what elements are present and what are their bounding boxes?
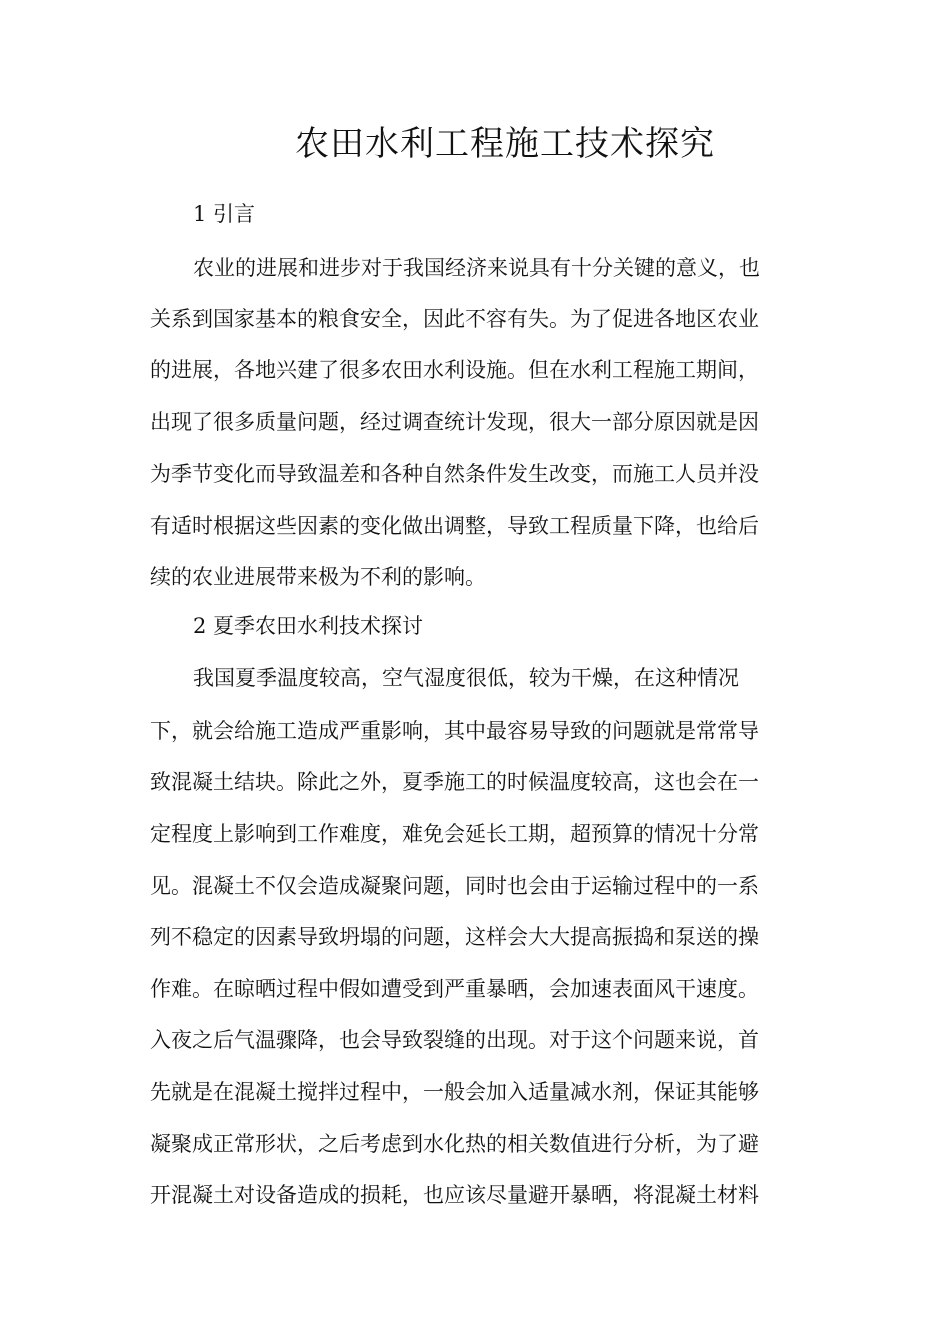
- paragraph-line: 列不稳定的因素导致坍塌的问题，这样会大大提高振捣和泵送的操: [150, 925, 759, 949]
- section-1-heading: 1 引言: [193, 202, 256, 226]
- paragraph-line: 开混凝土对设备造成的损耗，也应该尽量避开暴晒，将混凝土材料: [150, 1183, 759, 1207]
- paragraph-line: 续的农业进展带来极为不利的影响。: [150, 565, 486, 589]
- paragraph-line: 关系到国家基本的粮食安全，因此不容有失。为了促进各地区农业: [150, 307, 759, 331]
- paragraph-line: 入夜之后气温骤降，也会导致裂缝的出现。对于这个问题来说，首: [150, 1028, 759, 1052]
- paragraph-line: 我国夏季温度较高，空气湿度很低，较为干燥，在这种情况: [193, 666, 739, 690]
- paragraph-line: 农业的进展和进步对于我国经济来说具有十分关键的意义，也: [193, 256, 760, 280]
- paragraph-line: 作难。在晾晒过程中假如遭受到严重暴晒，会加速表面风干速度。: [150, 977, 759, 1001]
- document-title: 农田水利工程施工技术探究: [295, 124, 715, 164]
- paragraph-line: 为季节变化而导致温差和各种自然条件发生改变，而施工人员并没: [150, 462, 759, 486]
- paragraph-line: 见。混凝土不仅会造成凝聚问题，同时也会由于运输过程中的一系: [150, 874, 759, 898]
- paragraph-line: 致混凝土结块。除此之外，夏季施工的时候温度较高，这也会在一: [150, 770, 759, 794]
- paragraph-line: 出现了很多质量问题，经过调查统计发现，很大一部分原因就是因: [150, 410, 759, 434]
- paragraph-line: 有适时根据这些因素的变化做出调整，导致工程质量下降，也给后: [150, 514, 759, 538]
- paragraph-line: 先就是在混凝土搅拌过程中，一般会加入适量减水剂，保证其能够: [150, 1080, 759, 1104]
- paragraph-line: 定程度上影响到工作难度，难免会延长工期，超预算的情况十分常: [150, 822, 759, 846]
- paragraph-line: 凝聚成正常形状，之后考虑到水化热的相关数值进行分析，为了避: [150, 1132, 759, 1156]
- paragraph-line: 的进展，各地兴建了很多农田水利设施。但在水利工程施工期间，: [150, 358, 759, 382]
- section-2-heading: 2 夏季农田水利技术探讨: [193, 614, 424, 638]
- paragraph-line: 下，就会给施工造成严重影响，其中最容易导致的问题就是常常导: [150, 719, 759, 743]
